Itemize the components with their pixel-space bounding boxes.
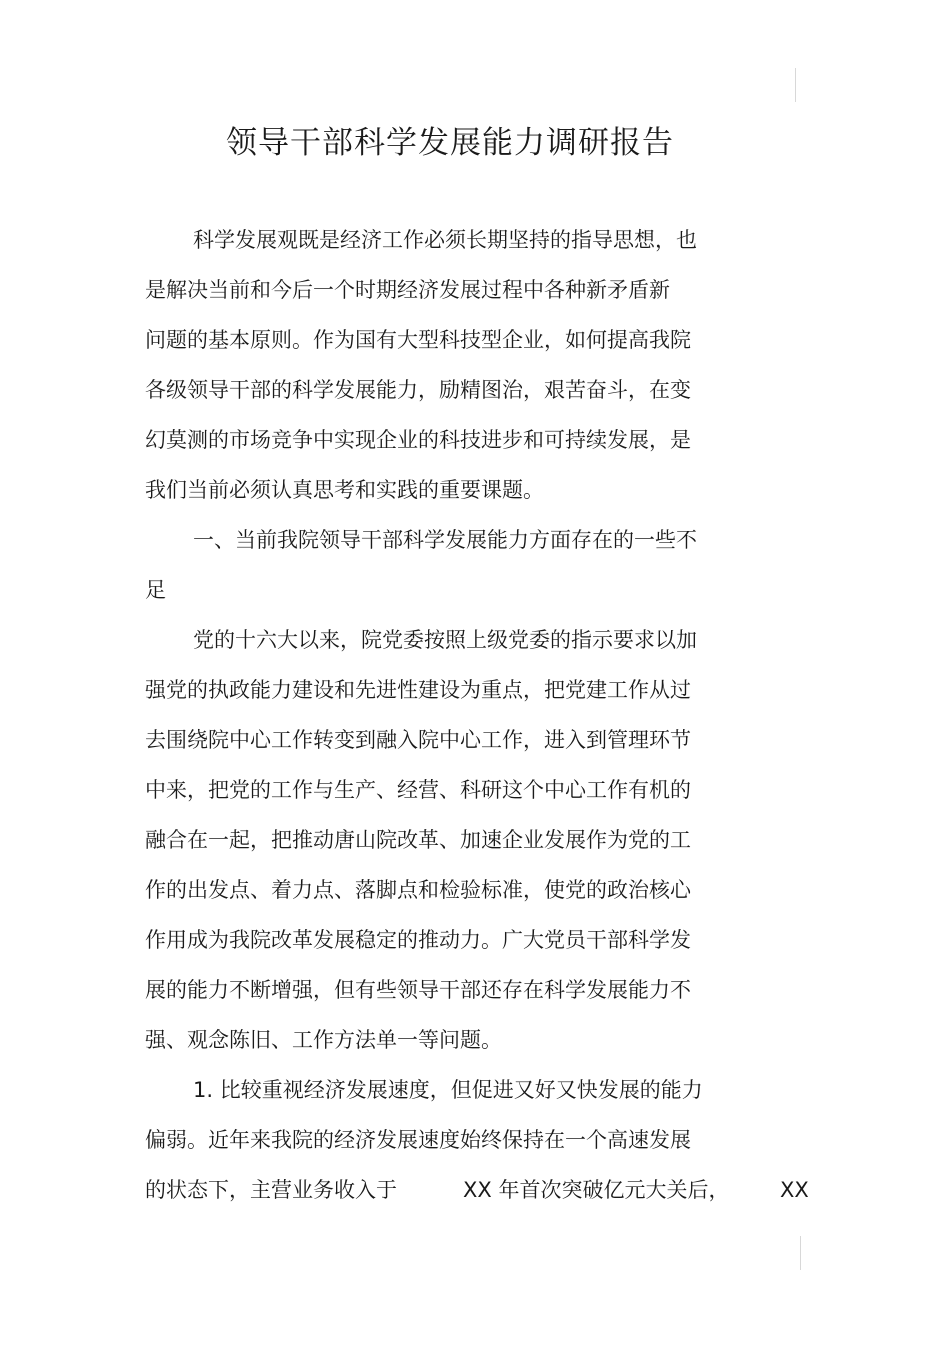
paragraph-line: 去围绕院中心工作转变到融入院中心工作，进入到管理环节 bbox=[145, 728, 691, 752]
paragraph-line: 中来，把党的工作与生产、经营、科研这个中心工作有机的 bbox=[145, 778, 691, 802]
section-heading-line: 一、当前我院领导干部科学发展能力方面存在的一些不 bbox=[193, 528, 697, 552]
section-heading-line: 足 bbox=[145, 578, 166, 602]
paragraph-line: 强、观念陈旧、工作方法单一等问题。 bbox=[145, 1028, 502, 1052]
paragraph-line: 作用成为我院改革发展稳定的推动力。广大党员干部科学发 bbox=[145, 928, 691, 952]
crop-mark-bottom-right bbox=[800, 1236, 801, 1270]
paragraph-line: 党的十六大以来，院党委按照上级党委的指示要求以加 bbox=[193, 628, 697, 652]
paragraph-line: 我们当前必须认真思考和实践的重要课题。 bbox=[145, 478, 544, 502]
last-line-segment-1: 的状态下，主营业务收入于 bbox=[145, 1178, 397, 1202]
last-line-segment-3: XX bbox=[780, 1178, 809, 1202]
paragraph-line: 科学发展观既是经济工作必须长期坚持的指导思想，也 bbox=[193, 228, 697, 252]
paragraph-line: 是解决当前和今后一个时期经济发展过程中各种新矛盾新 bbox=[145, 278, 670, 302]
paragraph-line: 各级领导干部的科学发展能力，励精图治，艰苦奋斗，在变 bbox=[145, 378, 691, 402]
paragraph-line: 问题的基本原则。作为国有大型科技型企业，如何提高我院 bbox=[145, 328, 691, 352]
paragraph-line: 强党的执政能力建设和先进性建设为重点，把党建工作从过 bbox=[145, 678, 691, 702]
last-line-segment-2: XX 年首次突破亿元大关后， bbox=[463, 1178, 730, 1202]
document-title: 领导干部科学发展能力调研报告 bbox=[226, 125, 674, 161]
paragraph-line: 作的出发点、着力点、落脚点和检验标准，使党的政治核心 bbox=[145, 878, 691, 902]
paragraph-line: 幻莫测的市场竞争中实现企业的科技进步和可持续发展，是 bbox=[145, 428, 691, 452]
paragraph-line: 1. 比较重视经济发展速度，但促进又好又快发展的能力 bbox=[193, 1078, 703, 1102]
crop-mark-top-right bbox=[795, 68, 796, 102]
paragraph-line: 融合在一起，把推动唐山院改革、加速企业发展作为党的工 bbox=[145, 828, 691, 852]
paragraph-line: 偏弱。近年来我院的经济发展速度始终保持在一个高速发展 bbox=[145, 1128, 691, 1152]
paragraph-line: 展的能力不断增强，但有些领导干部还存在科学发展能力不 bbox=[145, 978, 691, 1002]
